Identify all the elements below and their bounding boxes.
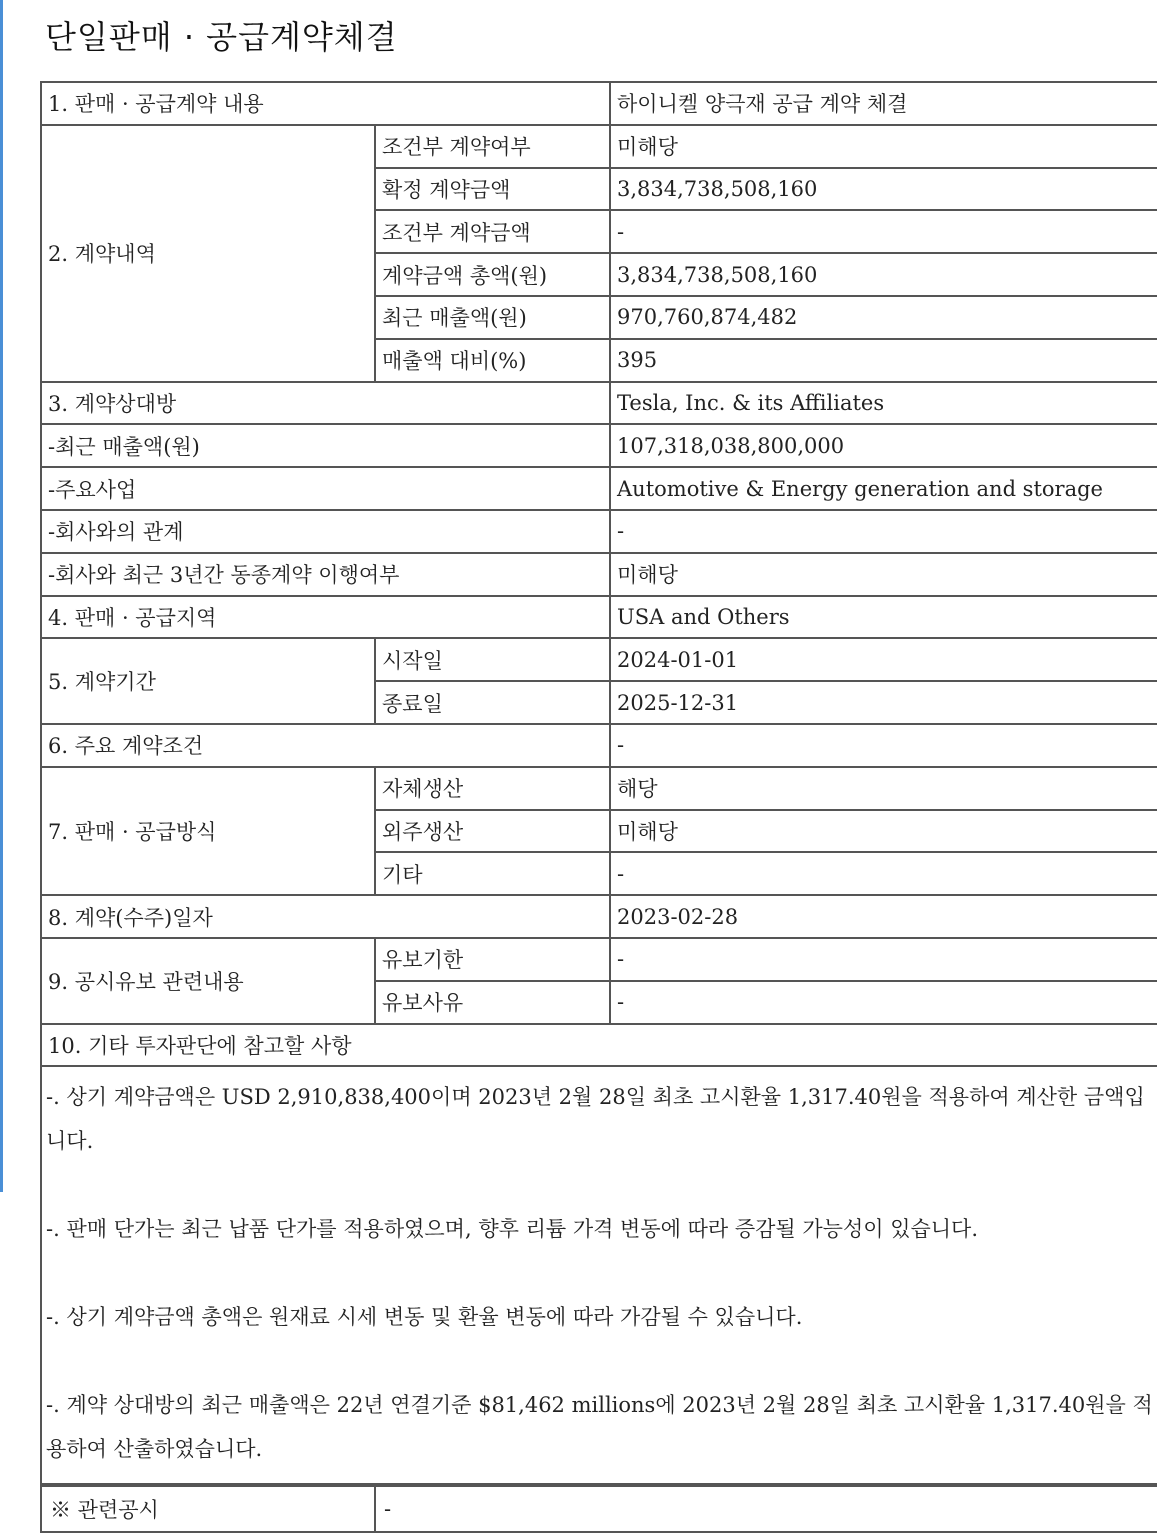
table-row: [41, 382, 1157, 425]
row-value: 미해당: [610, 125, 1157, 168]
note-paragraph: -. 상기 계약금액은 USD 2,910,838,400이며 2023년 2월 28일 최초 고시환율 1,317.40원을 적용하여 계산한 금액입니다.: [46, 1085, 1145, 1154]
table-row: [41, 724, 1157, 767]
page-title: 단일판매 · 공급계약체결: [45, 18, 398, 56]
row-label: 1. 판매 · 공급계약 내용: [41, 82, 610, 125]
note-paragraph: -. 계약 상대방의 최근 매출액은 22년 연결기준 $81,462 millions에 2023년 2월 28일 최초 고시환율 1,317.40원을 적용하여 산출하였습니다.: [46, 1393, 1153, 1462]
note-paragraph: -. 상기 계약금액 총액은 원재료 시세 변동 및 환율 변동에 따라 가감될 수 있습니다.: [46, 1305, 803, 1330]
row-value: 2024-01-01: [610, 638, 1157, 681]
sub-label: 조건부 계약금액: [375, 210, 610, 253]
row-label: -회사와 최근 3년간 동종계약 이행여부: [41, 553, 610, 596]
sub-label: 계약금액 총액(원): [375, 253, 610, 296]
row-value: -: [610, 210, 1157, 253]
note-paragraph: -. 판매 단가는 최근 납품 단가를 적용하였으며, 향후 리튬 가격 변동에 따라 증감될 가능성이 있습니다.: [46, 1217, 979, 1242]
row-value: USA and Others: [610, 596, 1157, 639]
row-value: -: [610, 510, 1157, 553]
notes-cell: [41, 1066, 1157, 1484]
table-row: [41, 1066, 1157, 1484]
row-label: 7. 판매 · 공급방식: [41, 767, 375, 895]
row-value: 미해당: [610, 810, 1157, 853]
row-label: 5. 계약기간: [41, 638, 375, 724]
row-label: 3. 계약상대방: [41, 382, 610, 425]
row-value: 2025-12-31: [610, 681, 1157, 724]
sub-label: 자체생산: [375, 767, 610, 810]
row-value: 3,834,738,508,160: [610, 168, 1157, 211]
table-row: [41, 553, 1157, 596]
row-value: -: [610, 852, 1157, 895]
table-row: [41, 125, 1157, 168]
row-label: 9. 공시유보 관련내용: [41, 938, 375, 1024]
table-row: [41, 510, 1157, 553]
sub-label: 종료일: [375, 681, 610, 724]
table-row: [41, 424, 1157, 467]
disclosure-table: [40, 81, 1157, 1485]
row-label: 8. 계약(수주)일자: [41, 895, 610, 938]
sub-label: 조건부 계약여부: [375, 125, 610, 168]
table-row: [41, 1486, 1157, 1532]
table-row: [41, 638, 1157, 681]
sub-label: 유보기한: [375, 938, 610, 981]
sub-label: 기타: [375, 852, 610, 895]
row-value: Automotive & Energy generation and storage: [610, 467, 1157, 510]
row-value: 970,760,874,482: [610, 296, 1157, 339]
row-value: 미해당: [610, 553, 1157, 596]
row-value: 2023-02-28: [610, 895, 1157, 938]
row-label: -주요사업: [41, 467, 610, 510]
row-label: 10. 기타 투자판단에 참고할 사항: [41, 1024, 1157, 1067]
table-row: [41, 596, 1157, 639]
row-label: -최근 매출액(원): [41, 424, 610, 467]
table-row: [41, 82, 1157, 125]
table-row: [41, 1024, 1157, 1067]
sub-label: 시작일: [375, 638, 610, 681]
table-row: [41, 895, 1157, 938]
table-row: [41, 767, 1157, 810]
row-value: Tesla, Inc. & its Affiliates: [610, 382, 1157, 425]
row-value: 3,834,738,508,160: [610, 253, 1157, 296]
row-value: 395: [610, 339, 1157, 382]
left-accent-bar: [0, 0, 3, 1192]
related-label: ※ 관련공시: [41, 1486, 375, 1532]
related-disclosure-table: [40, 1485, 1157, 1533]
table-row: [41, 467, 1157, 510]
sub-label: 외주생산: [375, 810, 610, 853]
sub-label: 최근 매출액(원): [375, 296, 610, 339]
row-label: -회사와의 관계: [41, 510, 610, 553]
related-value: -: [375, 1486, 1157, 1532]
row-value: 하이니켈 양극재 공급 계약 체결: [610, 82, 1157, 125]
row-value: -: [610, 724, 1157, 767]
table-row: [41, 938, 1157, 981]
sub-label: 유보사유: [375, 981, 610, 1024]
row-label: 6. 주요 계약조건: [41, 724, 610, 767]
row-label: 4. 판매 · 공급지역: [41, 596, 610, 639]
row-value: -: [610, 938, 1157, 981]
sub-label: 확정 계약금액: [375, 168, 610, 211]
row-value: 해당: [610, 767, 1157, 810]
sub-label: 매출액 대비(%): [375, 339, 610, 382]
row-label: 2. 계약내역: [41, 125, 375, 382]
row-value: 107,318,038,800,000: [610, 424, 1157, 467]
row-value: -: [610, 981, 1157, 1024]
